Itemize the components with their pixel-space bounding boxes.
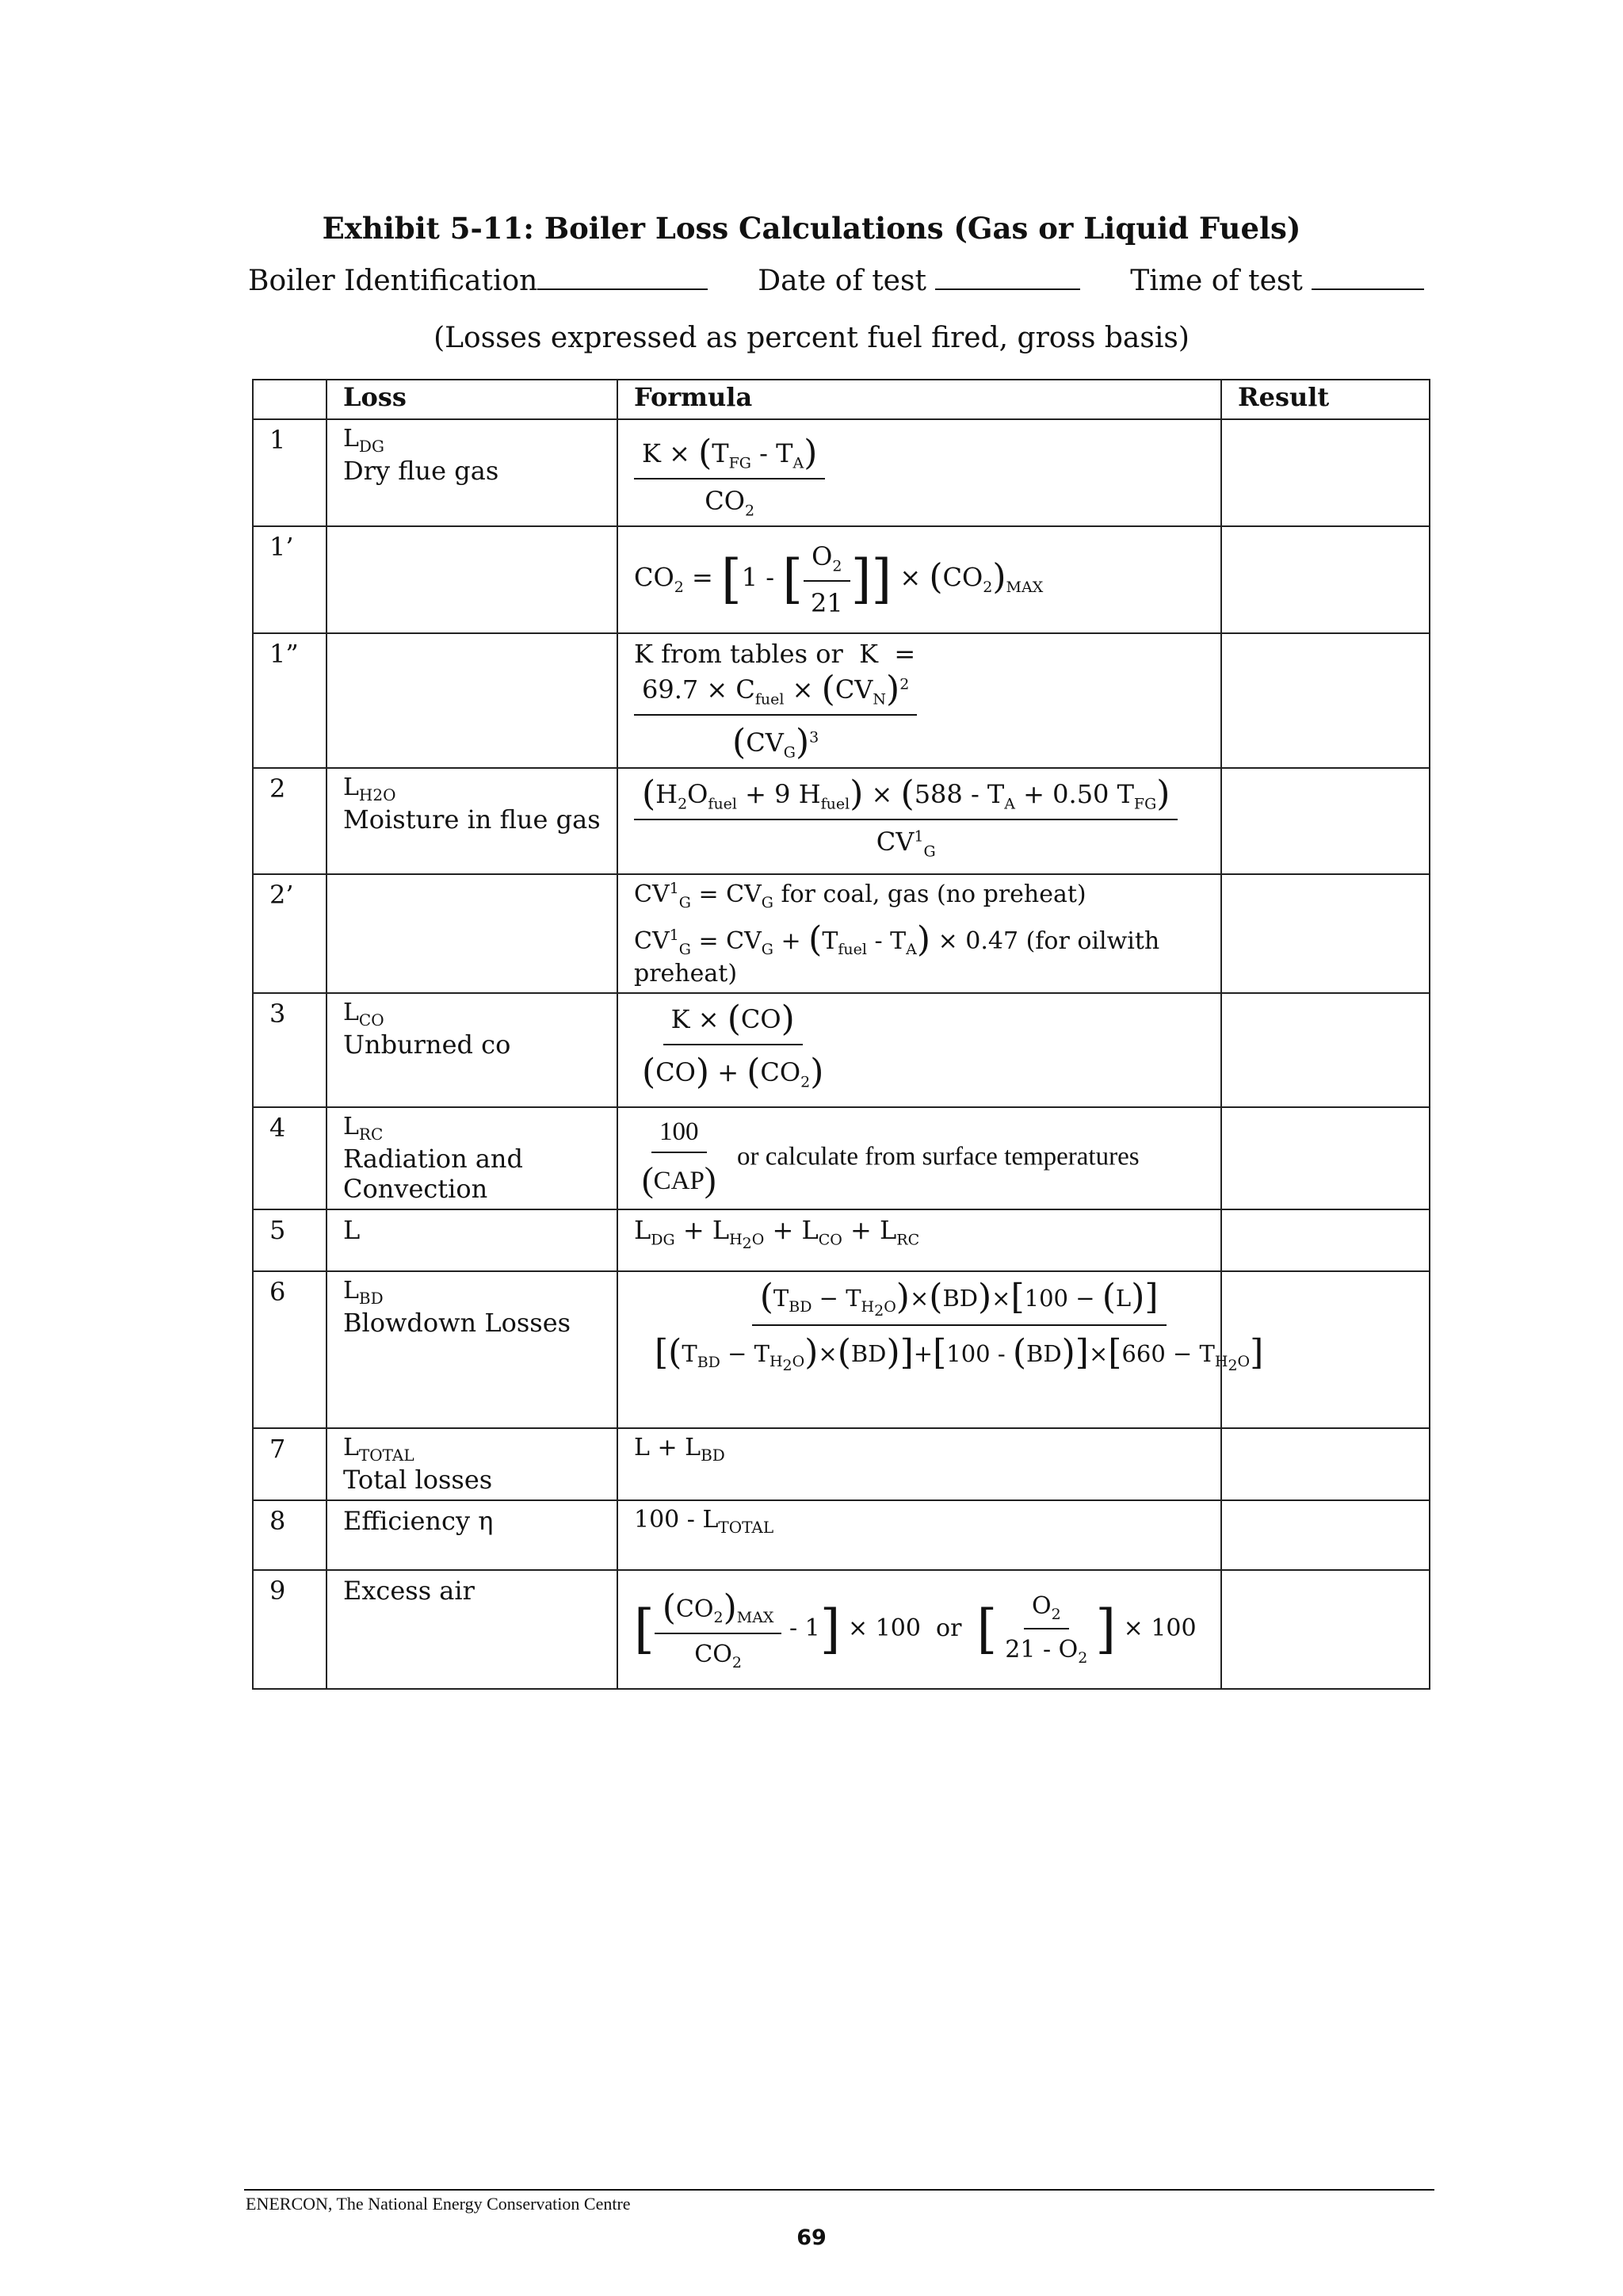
loss-symbol: $L_{RC}$ <box>343 1113 384 1144</box>
page-number: 69 <box>796 2225 827 2250</box>
table-row <box>253 1209 1430 1271</box>
row-number: 1’ <box>253 526 327 633</box>
time-of-test-blank[interactable] <box>1312 265 1424 290</box>
row-number: 1” <box>253 633 327 768</box>
cvg-coal-gas-formula: $CV^1_G = CV_G$ for coal, gas (no preheat) <box>634 880 1086 911</box>
formula-cell <box>617 633 1221 768</box>
result-cell[interactable] <box>1221 526 1430 633</box>
result-cell[interactable] <box>1221 1500 1430 1570</box>
row-number: 3 <box>253 993 327 1107</box>
date-of-test-blank[interactable] <box>935 265 1080 290</box>
loss-symbol: $L_{CO}$ <box>343 999 384 1030</box>
loss-symbol: $L_{BD}$ <box>343 1277 384 1308</box>
table-row <box>253 768 1430 874</box>
loss-symbol: $L_{TOTAL}$ <box>343 1434 414 1465</box>
loss-description: Excess air <box>343 1576 475 1606</box>
loss-cell <box>327 419 617 526</box>
cvg-oil-formula: $CV^1_G = CV_G + (T_{fuel} - T_A) \times 0.47$ (for oilwith preheat) <box>634 919 1160 988</box>
unburned-co-formula: $\frac{K \times (CO)}{(CO) + (CO_2)}$ <box>642 999 824 1092</box>
result-cell[interactable] <box>1221 874 1430 993</box>
boiler-loss-table <box>252 379 1430 1690</box>
row-number: 7 <box>253 1428 327 1500</box>
table-row <box>253 1570 1430 1689</box>
boiler-identification-label: Boiler Identification <box>248 265 538 297</box>
row-number: 5 <box>253 1209 327 1271</box>
excess-air-formula: [ $\frac{(CO_2)_{MAX}}{CO_2}$ - 1] × 100 or [ $\frac{O_2}{21 - O_2}$ ] × 100 <box>634 1587 1197 1671</box>
row-number: 4 <box>253 1107 327 1209</box>
result-cell[interactable] <box>1221 768 1430 874</box>
formula-cell <box>617 1570 1221 1689</box>
loss-cell <box>327 1570 617 1689</box>
formula-cell <box>617 768 1221 874</box>
formula-cell <box>617 993 1221 1107</box>
k-constant-formula: K from tables or K = $\frac{69.7 \times C_{fuel} \times (CV_N)^2}{(CV_G)^3}$ <box>634 639 924 762</box>
table-row <box>253 1428 1430 1500</box>
formula-cell <box>617 874 1221 993</box>
row-number: 1 <box>253 419 327 526</box>
table-row <box>253 1500 1430 1570</box>
loss-cell <box>327 1209 617 1271</box>
table-row <box>253 993 1430 1107</box>
page-title: Exhibit 5-11: Boiler Loss Calculations (Gas or Liquid Fuels) <box>322 211 1301 246</box>
column-header-number <box>253 380 327 419</box>
loss-description: Blowdown Losses <box>343 1308 571 1338</box>
blowdown-formula: $\frac{(T_{BD} - T_{H_2O})\times(BD)\times[100 - (L)]}{[(T_{BD} - T_{H_2O})\times(BD)]+[100 - (BD)]\times[660 - T_{H_2O}]}$ <box>655 1277 1264 1375</box>
table-row <box>253 633 1430 768</box>
sum-losses-formula: $L_{DG} + L_{H_2O} + L_{CO} + L_{RC}$ <box>634 1215 920 1253</box>
result-cell[interactable] <box>1221 1209 1430 1271</box>
loss-description: Unburned co <box>343 1030 511 1060</box>
formula-cell <box>617 1107 1221 1209</box>
formula-cell <box>617 1428 1221 1500</box>
row-number: 6 <box>253 1271 327 1428</box>
loss-symbol: $L_{H2O}$ <box>343 774 396 804</box>
efficiency-formula: $100 - L_{TOTAL}$ <box>634 1506 774 1537</box>
test-identification-line <box>248 265 1424 297</box>
table-header-row <box>253 380 1430 419</box>
loss-cell <box>327 874 617 993</box>
column-header-loss: Loss <box>327 380 617 419</box>
table-row <box>253 1271 1430 1428</box>
formula-cell <box>617 526 1221 633</box>
loss-cell <box>327 633 617 768</box>
result-cell[interactable] <box>1221 1428 1430 1500</box>
time-of-test-label: Time of test <box>1130 265 1303 297</box>
dry-flue-gas-formula: $\frac{K \times (T_{FG} - T_A)}{CO_2}$ <box>634 425 1205 519</box>
loss-cell <box>327 526 617 633</box>
formula-cell <box>617 1209 1221 1271</box>
date-of-test-label: Date of test <box>758 265 926 297</box>
table-row <box>253 526 1430 633</box>
result-cell[interactable] <box>1221 1570 1430 1689</box>
loss-symbol: L <box>343 1215 361 1245</box>
result-cell[interactable] <box>1221 1107 1430 1209</box>
loss-description: Total losses <box>343 1465 493 1495</box>
result-cell[interactable] <box>1221 633 1430 768</box>
moisture-formula: $\frac{(H_2O_{fuel} + 9 H_{fuel}) \times (588 - T_A + 0.50 T_{FG})}{CV^1_G}$ <box>634 774 1205 860</box>
boiler-identification-blank[interactable] <box>537 265 708 290</box>
column-header-formula: Formula <box>617 380 1221 419</box>
co2-formula: $CO_2 = [1$ - [ $\frac{O_2}{21}$ ]] × $(CO_2)_{MAX}$ <box>634 541 1044 618</box>
table-row <box>253 419 1430 526</box>
result-cell[interactable] <box>1221 993 1430 1107</box>
loss-cell <box>327 768 617 874</box>
loss-cell <box>327 1428 617 1500</box>
formula-cell <box>617 419 1221 526</box>
result-cell[interactable] <box>1221 419 1430 526</box>
loss-description: Radiation and Convection <box>343 1144 524 1204</box>
loss-description: Moisture in flue gas <box>343 804 601 835</box>
footer-organization: ENERCON, The National Energy Conservation Centre <box>246 2194 631 2214</box>
column-header-result: Result <box>1221 380 1430 419</box>
loss-cell <box>327 1271 617 1428</box>
row-number: 2’ <box>253 874 327 993</box>
loss-description: Efficiency η <box>343 1506 494 1536</box>
formula-cell <box>617 1271 1264 1428</box>
footer-divider <box>244 2189 1434 2191</box>
table-row <box>253 874 1430 993</box>
radiation-formula: $\frac{100}{\text{(CAP)}}$ or calculate from surface temperatures <box>642 1117 1140 1199</box>
row-number: 2 <box>253 768 327 874</box>
loss-symbol: $L_{DG}$ <box>343 425 384 456</box>
loss-cell <box>327 1500 617 1570</box>
loss-cell <box>327 1107 617 1209</box>
row-number: 8 <box>253 1500 327 1570</box>
loss-description: Dry flue gas <box>343 456 499 486</box>
loss-cell <box>327 993 617 1107</box>
page-subtitle: (Losses expressed as percent fuel fired, gross basis) <box>433 322 1190 354</box>
formula-cell <box>617 1500 1221 1570</box>
row-number: 9 <box>253 1570 327 1689</box>
total-losses-formula: $L + L_{BD}$ <box>634 1434 725 1465</box>
table-row <box>253 1107 1430 1209</box>
